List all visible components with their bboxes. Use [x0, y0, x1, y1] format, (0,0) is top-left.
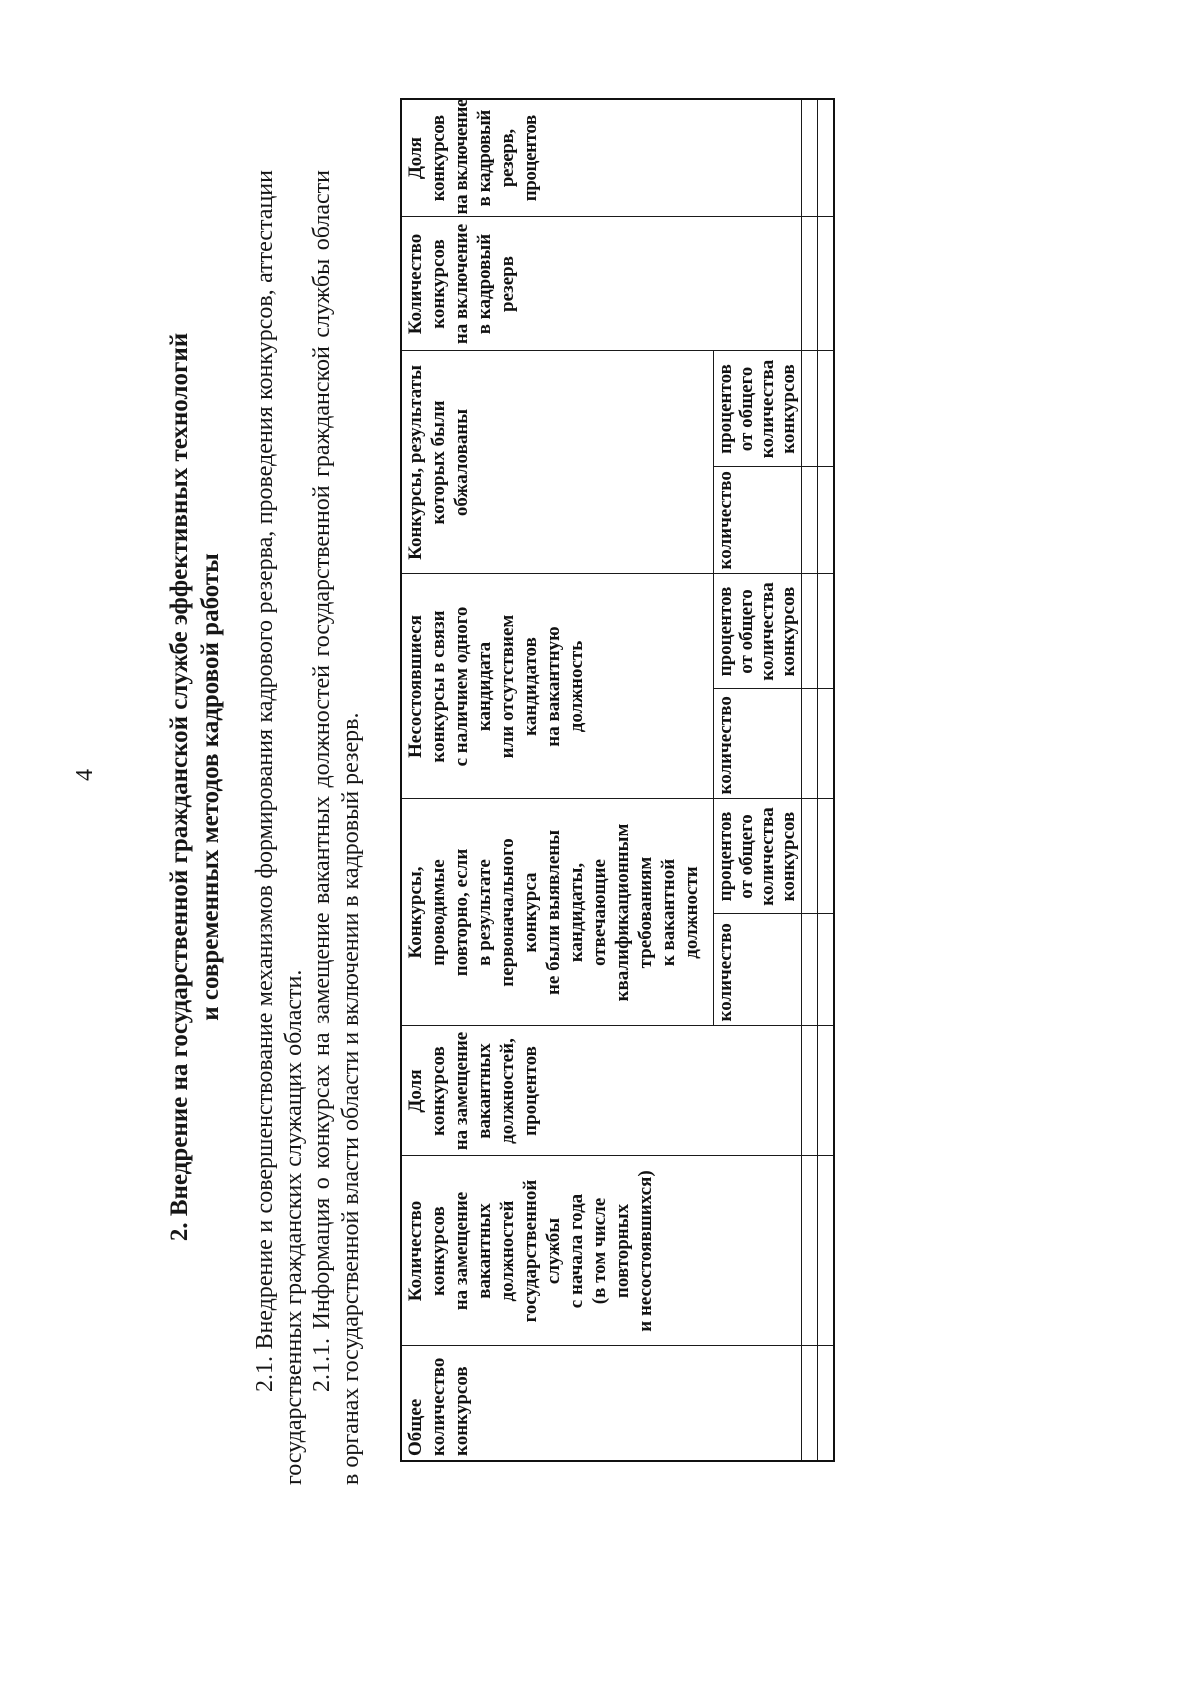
header-reserve-competitions-count: Количество конкурсов на включение в кадровый резерв: [401, 217, 801, 351]
paragraph-2-1-1-line: 2.1.1. Информация о конкурсах на замещение вакантных должностей государственной гражданской службы области: [309, 170, 335, 1392]
page-number: 4: [72, 769, 98, 781]
table-cell: [801, 351, 817, 467]
body-text: [251, 170, 365, 1485]
header-vacancy-competitions-count: Количество конкурсов на замещение вакантных должностей государственной службы с начала года (в том числе повторных и несостоявшихся): [401, 1156, 801, 1346]
table-cell: [817, 574, 834, 689]
header-failed-competitions: Несостоявшиеся конкурсы в связи с наличием одного кандидата или отсутствием кандидатов на вакантную должность: [401, 574, 713, 799]
table-cell: [801, 217, 817, 351]
table-body: [801, 99, 834, 1461]
table-cell: [801, 689, 817, 799]
header-repeated-competitions: Конкурсы, проводимые повторно, если в результате первоначального конкурса не были выявлены кандидаты, отвечающие квалификационным требованиям к вакантной должности: [401, 799, 713, 1026]
table-cell: [801, 799, 817, 914]
paragraph-2-1-1-line: в органах государственной власти области и включении в кадровый резерв.: [337, 712, 364, 1485]
subheader-percent: процентов от общего количества конкурсов: [713, 574, 801, 689]
section-title-line: и современных методов кадровой работы: [197, 553, 224, 1021]
table-cell: [817, 1346, 834, 1461]
table-cell: [801, 1156, 817, 1346]
header-reserve-competitions-share: Доля конкурсов на включение в кадровый резерв, процентов: [401, 99, 801, 217]
section-title: [164, 97, 226, 1477]
header-row: [401, 99, 713, 1461]
competitions-table: [400, 98, 835, 1462]
table-cell: [801, 99, 817, 217]
subheader-count: количество: [713, 914, 801, 1026]
section-title-line: 2. Внедрение на государственной гражданской службе эффективных технологий: [166, 332, 193, 1242]
table-row: [801, 99, 817, 1461]
table-cell: [817, 351, 834, 467]
paragraph-2-1-line: государственных гражданских служащих области.: [280, 969, 307, 1485]
table-cell: [801, 1026, 817, 1156]
header-total-competitions: Общее количество конкурсов: [401, 1346, 801, 1461]
table-cell: [817, 689, 834, 799]
table-row: [817, 99, 834, 1461]
table-cell: [817, 217, 834, 351]
table-cell: [817, 99, 834, 217]
table-cell: [801, 574, 817, 689]
table-head: [401, 99, 801, 1461]
table-cell: [817, 467, 834, 574]
table-cell: [801, 1346, 817, 1461]
header-appealed-competitions: Конкурсы, результаты которых были обжалованы: [401, 351, 713, 574]
subheader-percent: процентов от общего количества конкурсов: [713, 799, 801, 914]
subheader-count: количество: [713, 467, 801, 574]
table-cell: [817, 799, 834, 914]
table-cell: [817, 1026, 834, 1156]
table-cell: [817, 1156, 834, 1346]
paragraph-2-1-line: 2.1. Внедрение и совершенствование механизмов формирования кадрового резерва, проведения конкурсов, аттестации: [252, 170, 278, 1392]
table-cell: [801, 914, 817, 1026]
table-cell: [801, 467, 817, 574]
header-vacancy-competitions-share: Доля конкурсов на замещение вакантных должностей, процентов: [401, 1026, 801, 1156]
subheader-percent: процентов от общего количества конкурсов: [713, 351, 801, 467]
subheader-count: количество: [713, 689, 801, 799]
table-cell: [817, 914, 834, 1026]
